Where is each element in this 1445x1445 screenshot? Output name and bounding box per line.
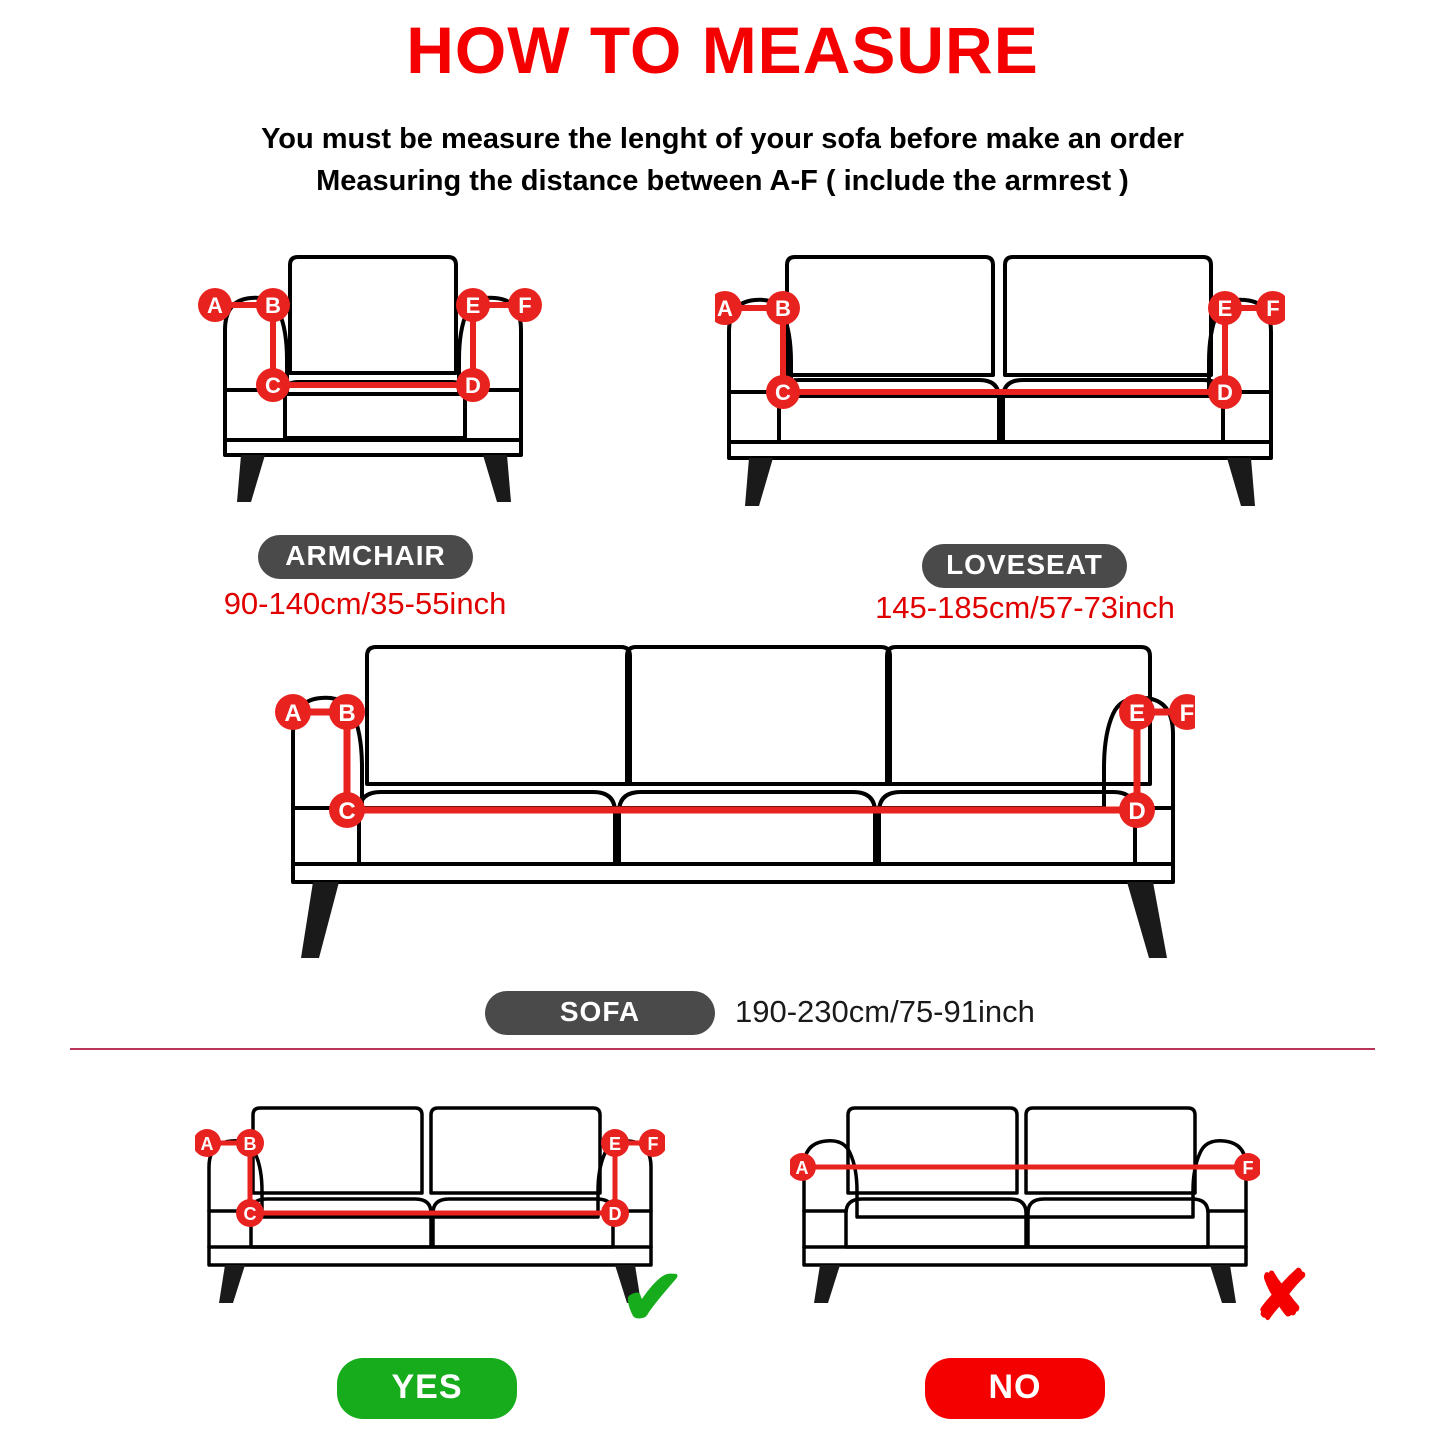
incorrect-example-measure-overlay: [790, 1095, 1260, 1315]
svg-text:C: C: [243, 1204, 257, 1224]
incorrect-label: NO: [925, 1358, 1105, 1419]
svg-text:B: B: [265, 293, 281, 318]
svg-text:E: E: [1217, 296, 1233, 321]
svg-text:F: F: [647, 1134, 659, 1154]
sofa-size: 190-230cm/75-91inch: [735, 994, 1035, 1029]
svg-text:B: B: [338, 700, 356, 727]
svg-text:F: F: [1242, 1158, 1254, 1178]
section-divider: [70, 1048, 1375, 1050]
sofa-measure-overlay: [275, 630, 1195, 980]
svg-text:C: C: [265, 373, 281, 398]
loveseat-measure-overlay: [715, 240, 1285, 530]
svg-text:C: C: [775, 380, 791, 405]
svg-text:D: D: [1128, 798, 1146, 825]
armchair-label: ARMCHAIR: [258, 535, 473, 579]
svg-text:F: F: [1266, 296, 1280, 321]
cross-mark-icon: ✘: [1253, 1258, 1310, 1334]
svg-text:F: F: [1179, 700, 1195, 727]
page-subtitle: [0, 118, 1445, 202]
page-title: HOW TO MEASURE: [406, 13, 1039, 87]
svg-text:A: A: [284, 700, 302, 727]
subtitle-line-2: Measuring the distance between A-F ( include the armrest ): [316, 165, 1129, 198]
loveseat-size: 145-185cm/57-73inch: [875, 590, 1175, 625]
svg-text:D: D: [465, 373, 481, 398]
svg-text:B: B: [243, 1134, 257, 1154]
svg-text:A: A: [200, 1134, 214, 1154]
check-mark-icon: ✔: [620, 1253, 686, 1341]
svg-text:E: E: [1128, 700, 1146, 727]
svg-text:C: C: [338, 798, 356, 825]
svg-text:E: E: [465, 293, 481, 318]
svg-text:B: B: [775, 296, 791, 321]
svg-text:A: A: [207, 293, 223, 318]
svg-text:D: D: [1217, 380, 1233, 405]
subtitle-line-1: You must be measure the lenght of your sofa before make an order: [261, 123, 1184, 155]
armchair-size: 90-140cm/35-55inch: [223, 586, 507, 621]
sofa-label: SOFA: [485, 991, 715, 1035]
svg-text:D: D: [608, 1204, 622, 1224]
loveseat-label: LOVESEAT: [922, 544, 1127, 588]
svg-text:A: A: [795, 1158, 809, 1178]
correct-example-measure-overlay: [195, 1095, 665, 1315]
armchair-measure-overlay: [185, 240, 565, 530]
svg-text:A: A: [717, 296, 733, 321]
svg-text:E: E: [608, 1134, 622, 1154]
correct-label: YES: [337, 1358, 517, 1419]
svg-text:F: F: [518, 293, 532, 318]
